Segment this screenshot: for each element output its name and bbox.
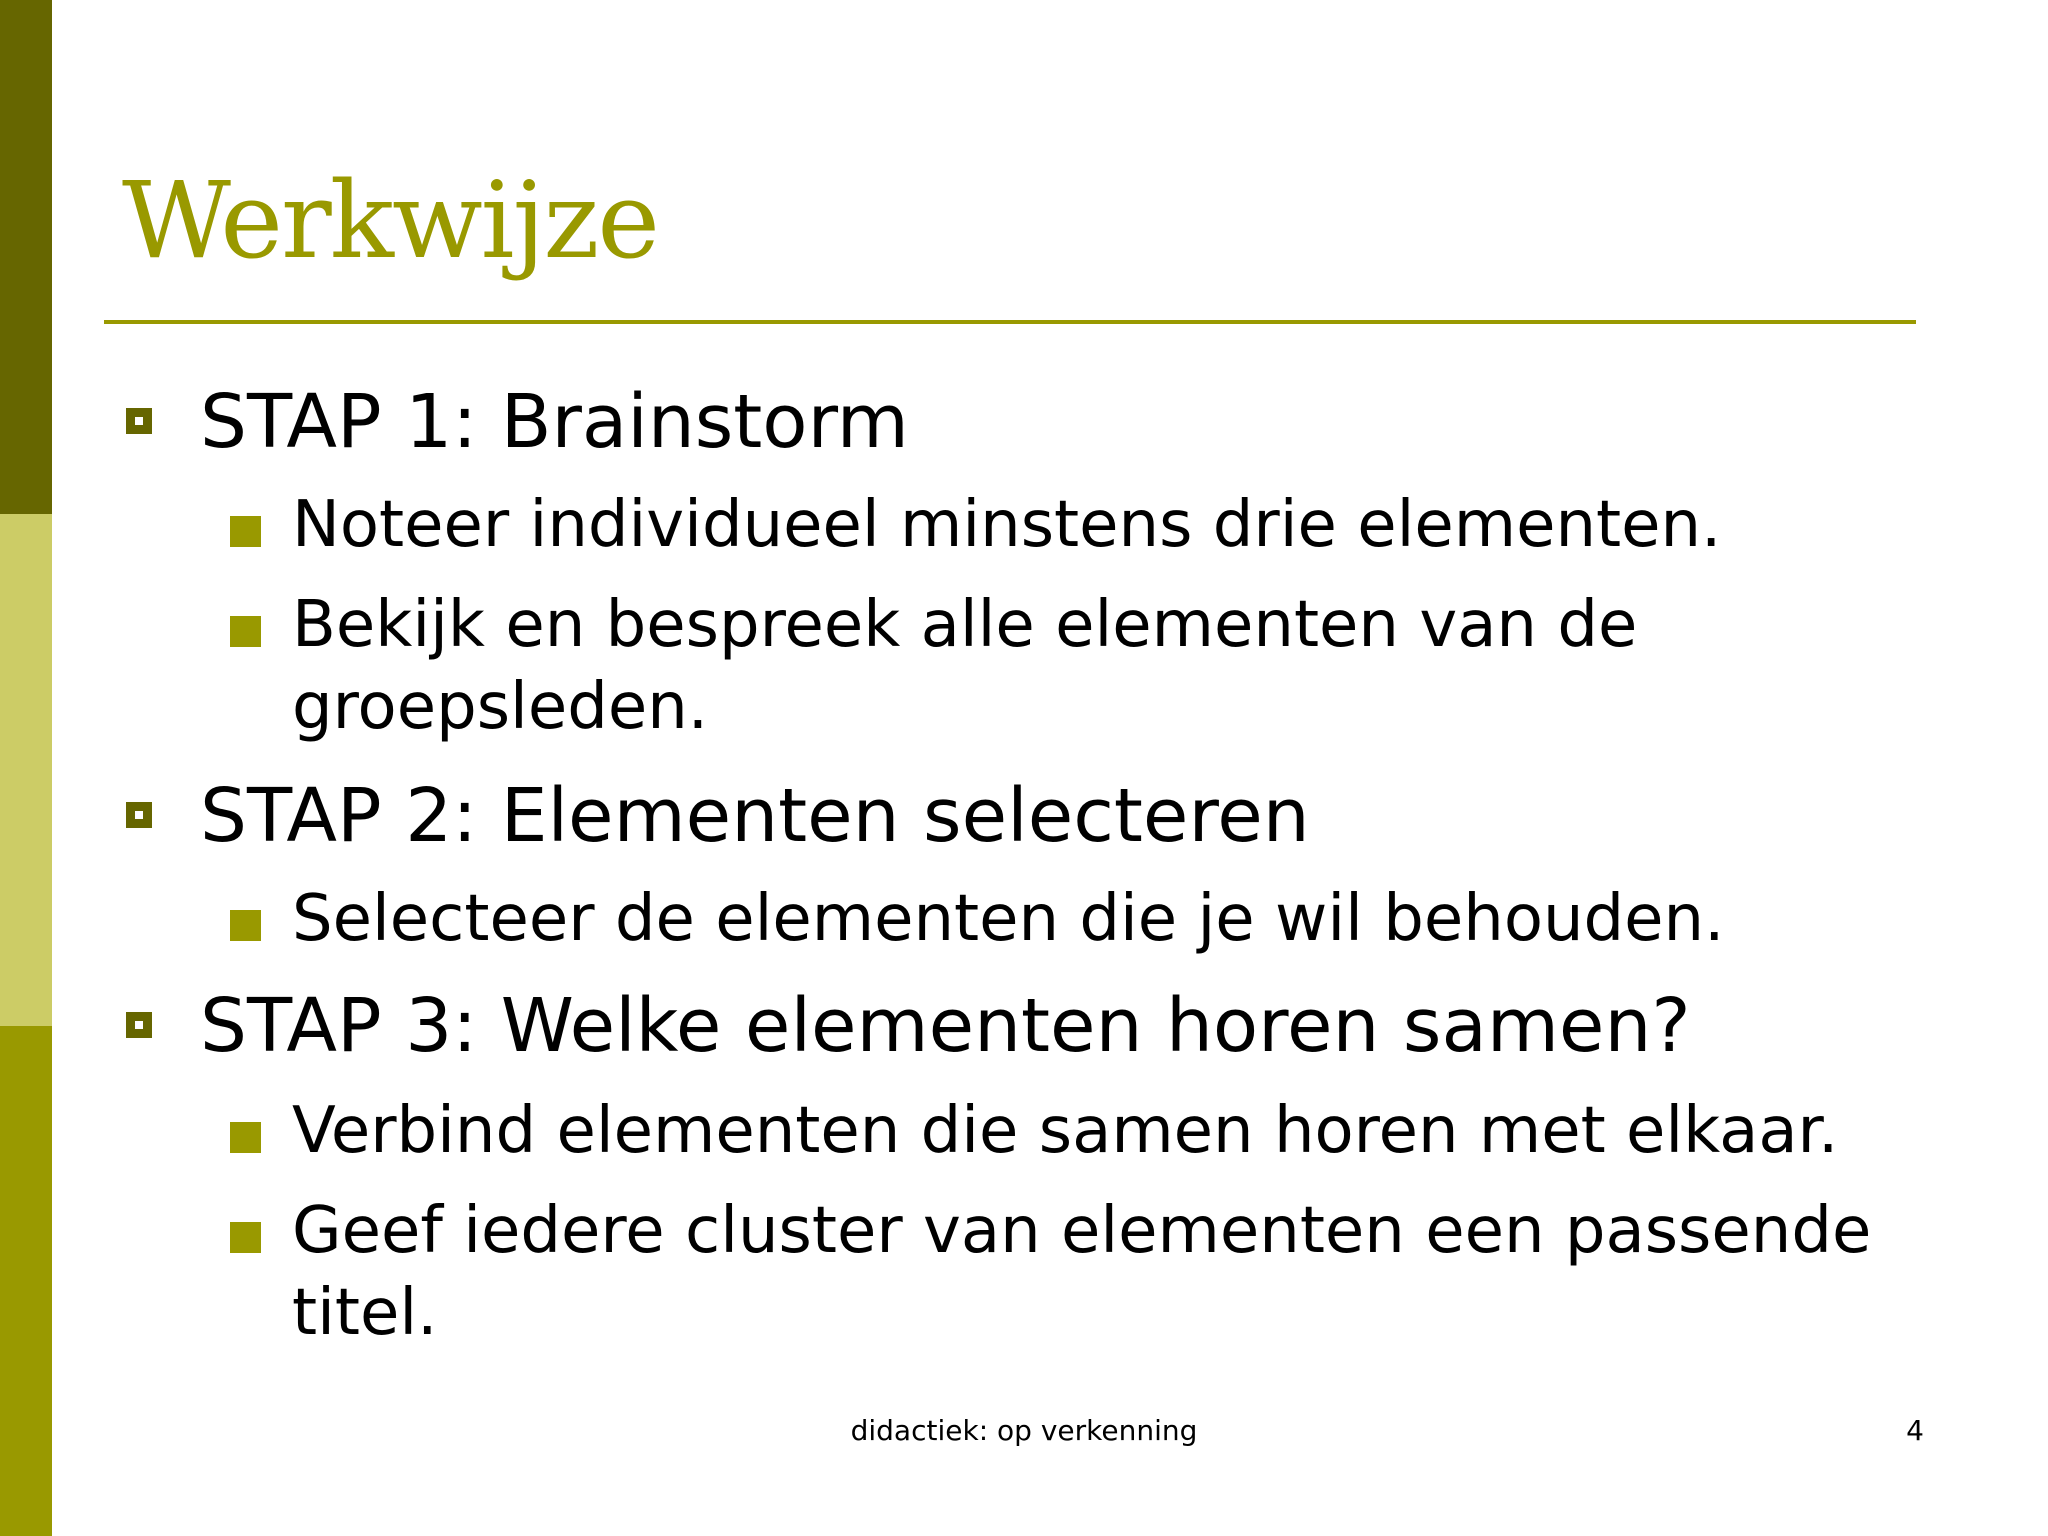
hollow-square-bullet-icon (126, 802, 152, 828)
square-bullet-icon (230, 1122, 261, 1153)
step-3-point-1 (292, 1090, 1992, 1172)
step-1-point-1 (292, 484, 1992, 566)
slide-title: Werkwijze (122, 159, 659, 282)
square-bullet-icon (230, 516, 261, 547)
hollow-square-bullet-icon (126, 1012, 152, 1038)
step-1-heading: STAP 1: Brainstorm (200, 379, 909, 465)
square-bullet-icon (230, 616, 261, 647)
step-3-point-2-text: Geef iedere cluster van elementen een passende titel. (292, 1194, 1872, 1350)
step-1-point-2-text: Bekijk en bespreek alle elementen van de groepsleden. (292, 588, 1638, 744)
step-2-point-1-text: Selecteer de elementen die je wil behouden. (292, 882, 1725, 956)
hollow-square-bullet-icon (126, 408, 152, 434)
step-1-point-1-text: Noteer individueel minstens drie elementen. (292, 488, 1722, 562)
step-2-heading: STAP 2: Elementen selecteren (200, 773, 1310, 859)
step-3-heading: STAP 3: Welke elementen horen samen? (200, 983, 1691, 1069)
step-2-point-1 (292, 878, 1992, 960)
square-bullet-icon (230, 1222, 261, 1253)
step-1 (200, 379, 909, 465)
square-bullet-icon (230, 910, 261, 941)
step-3-point-2 (292, 1190, 1992, 1354)
step-3-point-1-text: Verbind elementen die samen horen met elkaar. (292, 1094, 1839, 1168)
slide-footer: didactiek: op verkenning (850, 1414, 1198, 1447)
step-3 (200, 983, 1691, 1069)
page-number: 4 (1906, 1414, 1924, 1447)
step-1-point-2 (292, 584, 1992, 748)
step-2 (200, 773, 1310, 859)
